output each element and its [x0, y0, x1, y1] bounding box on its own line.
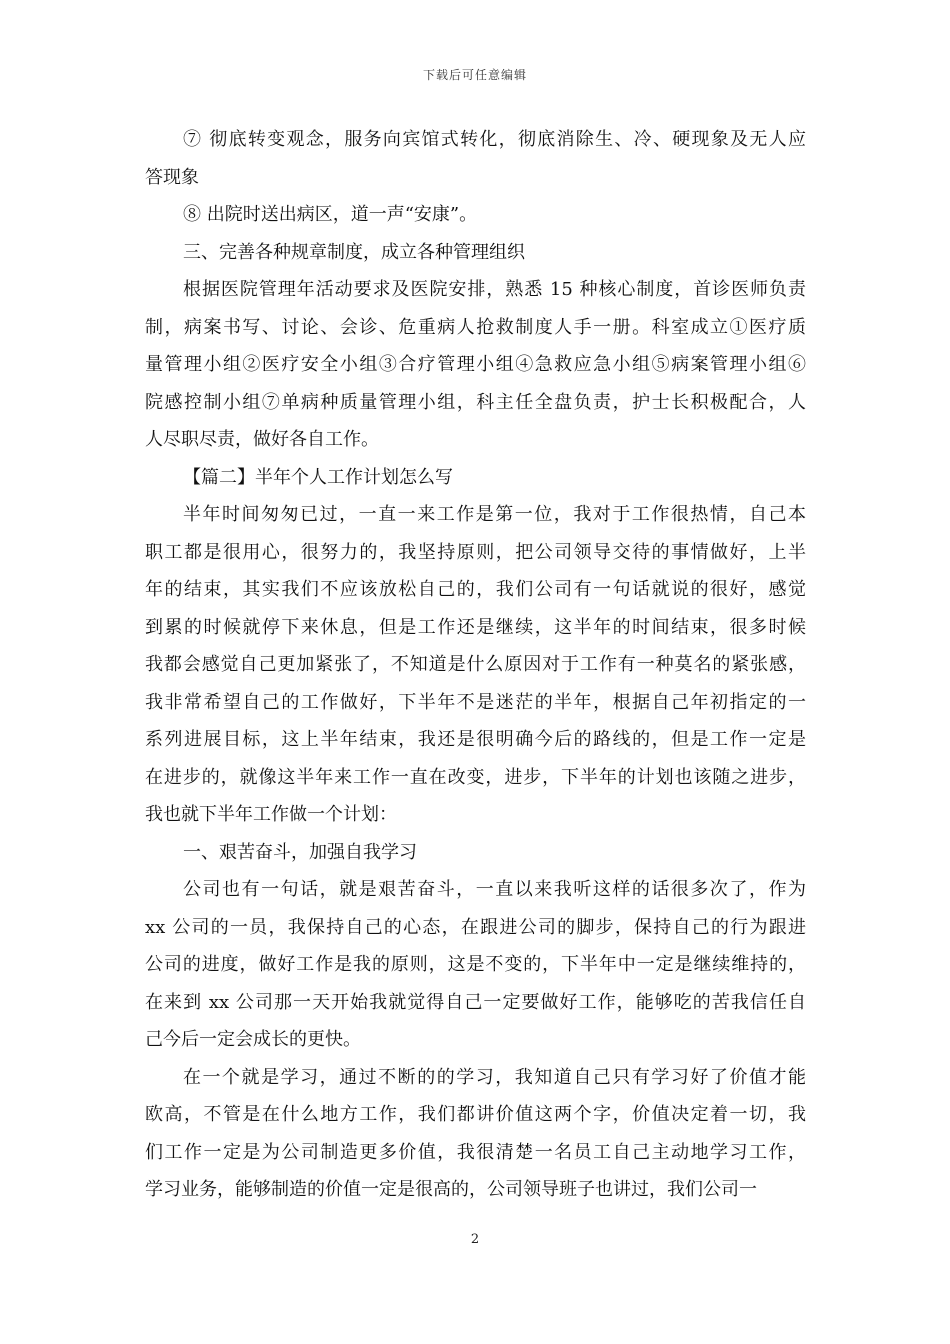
paragraph: [145, 459, 806, 497]
paragraph: [145, 271, 806, 459]
text-line: 制，病案书写、讨论、会诊、危重病人抢救制度人手一册。科室成立①医疗质: [145, 316, 806, 338]
text-line: 年的结束，其实我们不应该放松自己的，我们公司有一句话就说的很好，感觉: [145, 579, 806, 600]
text-line: 学习业务，能够制造的价值一定是很高的，公司领导班子也讲过，我们公司一: [145, 1179, 757, 1200]
text-line: 我也就下半年工作做一个计划：: [145, 804, 397, 825]
text-line: 公司也有一句话，就是艰苦奋斗，一直以来我听这样的话很多次了，作为: [183, 879, 806, 900]
text-line: xx 公司的一员，我保持自己的心态，在跟进公司的脚步，保持自己的行为跟进: [145, 916, 806, 938]
paragraph: [145, 1059, 806, 1209]
text-line: 在进步的，就像这半年来工作一直在改变，进步，下半年的计划也该随之进步，: [145, 766, 806, 788]
text-line: 我都会感觉自己更加紧张了，不知道是什么原因对于工作有一种莫名的紧张感，: [145, 654, 806, 675]
text-line: 【篇二】半年个人工作计划怎么写: [183, 466, 453, 488]
text-line: ⑧ 出院时送出病区，道一声“安康”。: [183, 204, 478, 225]
text-line: 三、完善各种规章制度，成立各种管理组织: [183, 241, 525, 263]
text-line: 公司的进度，做好工作是我的原则，这是不变的，下半年中一定是继续维持的，: [145, 954, 806, 975]
document-body: [145, 121, 806, 1209]
paragraph: [145, 871, 806, 1059]
paragraph: [145, 496, 806, 834]
text-line: ⑦ 彻底转变观念，服务向宾馆式转化，彻底消除生、冷、硬现象及无人应: [183, 129, 806, 150]
text-line: 院感控制小组⑦单病种质量管理小组，科主任全盘负责，护士长积极配合，人: [145, 391, 806, 413]
text-line: 职工都是很用心，很努力的，我坚持原则，把公司领导交待的事情做好，上半: [145, 541, 806, 563]
text-line: 一、艰苦奋斗，加强自我学习: [183, 841, 417, 863]
text-line: 在一个就是学习，通过不断的的学习，我知道自己只有学习好了价值才能: [183, 1066, 806, 1088]
text-line: 欧高，不管是在什么地方工作，我们都讲价值这两个字，价值决定着一切，我: [145, 1104, 806, 1125]
text-line: 在来到 xx 公司那一天开始我就觉得自己一定要做好工作，能够吃的苦我信任自: [145, 991, 806, 1013]
paragraph: [145, 196, 806, 234]
text-line: 们工作一定是为公司制造更多价值，我很清楚一名员工自己主动地学习工作，: [145, 1141, 806, 1163]
paragraph: [145, 234, 806, 272]
text-line: 到累的时候就停下来休息，但是工作还是继续，这半年的时间结束，很多时候: [145, 616, 806, 638]
paragraph: [145, 834, 806, 872]
page-header: 下载后可任意编辑: [422, 68, 527, 82]
text-line: 半年时间匆匆已过，一直一来工作是第一位，我对于工作很热情，自己本: [183, 504, 806, 525]
text-line: 己今后一定会成长的更快。: [145, 1029, 361, 1050]
text-line: 根据医院管理年活动要求及医院安排，熟悉 15 种核心制度，首诊医师负责: [183, 279, 806, 300]
text-line: 答现象: [145, 166, 199, 188]
page-number: 2: [470, 1232, 480, 1247]
paragraph: [145, 121, 806, 196]
text-line: 系列进展目标，这上半年结束，我还是很明确今后的路线的，但是工作一定是: [145, 729, 806, 750]
text-line: 人尽职尽责，做好各自工作。: [145, 429, 379, 450]
text-line: 量管理小组②医疗安全小组③合疗管理小组④急救应急小组⑤病案管理小组⑥: [145, 354, 806, 375]
text-line: 我非常希望自己的工作做好，下半年不是迷茫的半年，根据自己年初指定的一: [145, 691, 806, 713]
